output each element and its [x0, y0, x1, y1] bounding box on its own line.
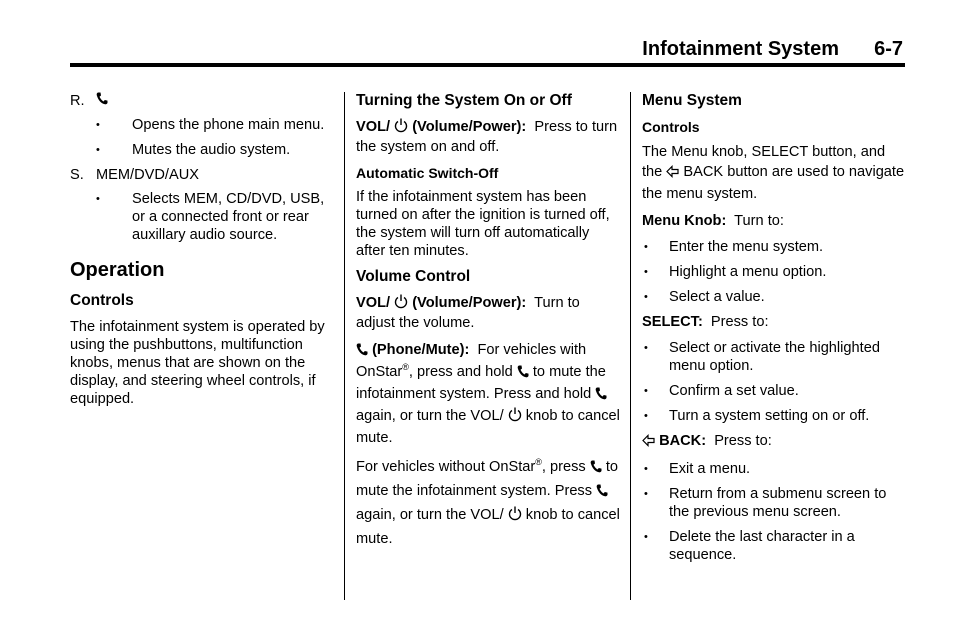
subsection-heading: Automatic Switch-Off: [356, 165, 499, 181]
paragraph: VOL/ (Volume/Power): Turn to adjust the volume.: [356, 295, 580, 331]
phone-icon: [356, 342, 368, 362]
page-number: 6-7: [874, 38, 903, 60]
paragraph: For vehicles without OnStar®, press to mute the infotainment system. Press again, or turn the VOL/ knob to cancel mute.: [356, 457, 620, 547]
bullet-item: • Confirm a set value.: [644, 383, 799, 399]
bullet-item: • Highlight a menu option.: [644, 264, 827, 280]
column-3: [642, 92, 906, 571]
item-label: S.: [70, 167, 84, 183]
column-1: [70, 92, 332, 416]
subsection-heading: Volume Control: [356, 268, 471, 285]
bullet-item: • Opens the phone main menu.: [96, 117, 325, 133]
header-title: Infotainment System: [642, 38, 839, 60]
bullet-item: • Enter the menu system.: [644, 239, 824, 255]
subsection-heading: Controls: [70, 292, 134, 309]
paragraph: Menu Knob: Turn to:: [642, 213, 784, 229]
back-arrow-icon: [642, 434, 655, 452]
header-rule: [70, 63, 905, 67]
bullet-item: • Mutes the audio system.: [96, 142, 291, 158]
bullet-item: • Exit a menu.: [644, 461, 751, 477]
subsection-heading: Turning the System On or Off: [356, 92, 572, 109]
column-2: [356, 92, 620, 558]
phone-icon: [96, 92, 108, 110]
paragraph: The infotainment system is operated by using the pushbuttons, multifunction knobs, menus that are shown on the display, and steering wheel controls, if equipped.: [70, 319, 325, 407]
power-icon: [394, 294, 408, 314]
phone-icon: [517, 364, 529, 384]
item-text: MEM/DVD/AUX: [96, 167, 199, 183]
power-icon: [394, 118, 408, 138]
column-divider: [344, 92, 345, 600]
section-title: Operation: [70, 259, 165, 281]
column-divider: [630, 92, 631, 600]
paragraph: If the infotainment system has been turned on after the ignition is turned off, the system will turn off automatically after ten minutes.: [356, 189, 610, 259]
power-icon: [508, 506, 522, 528]
phone-icon: [590, 458, 602, 480]
paragraph: VOL/ (Volume/Power): Press to turn the system on and off.: [356, 119, 618, 155]
bullet-item: • Return from a submenu screen to the previous menu screen.: [644, 486, 887, 520]
phone-icon: [596, 482, 608, 504]
subsection-heading: Controls: [642, 119, 700, 135]
back-arrow-icon: [666, 164, 679, 184]
power-icon: [508, 407, 522, 428]
subsection-heading: Menu System: [642, 92, 742, 109]
bullet-item: • Turn a system setting on or off.: [644, 408, 870, 424]
bullet-item: • Select a value.: [644, 289, 765, 305]
paragraph: BACK: Press to:: [642, 432, 906, 452]
bullet-item: • Select or activate the highlighted menu option.: [644, 340, 880, 374]
bullet-item: • Selects MEM, CD/DVD, USB, or a connected front or rear auxillary audio source.: [96, 191, 325, 243]
phone-icon: [595, 386, 607, 406]
item-label: R.: [70, 93, 85, 109]
page-header: [70, 38, 905, 64]
bullet-item: • Delete the last character in a sequence.: [644, 529, 855, 563]
list-item-r: [70, 92, 332, 110]
paragraph: The Menu knob, SELECT button, and the BACK button are used to navigate the menu system.: [642, 144, 905, 202]
paragraph: SELECT: Press to:: [642, 314, 769, 330]
paragraph: (Phone/Mute): For vehicles with OnStar®, press and hold to mute the infotainment system. Press and hold again, or turn the VOL/ knob to cancel mute.: [356, 342, 620, 446]
list-item-s: [70, 166, 332, 184]
